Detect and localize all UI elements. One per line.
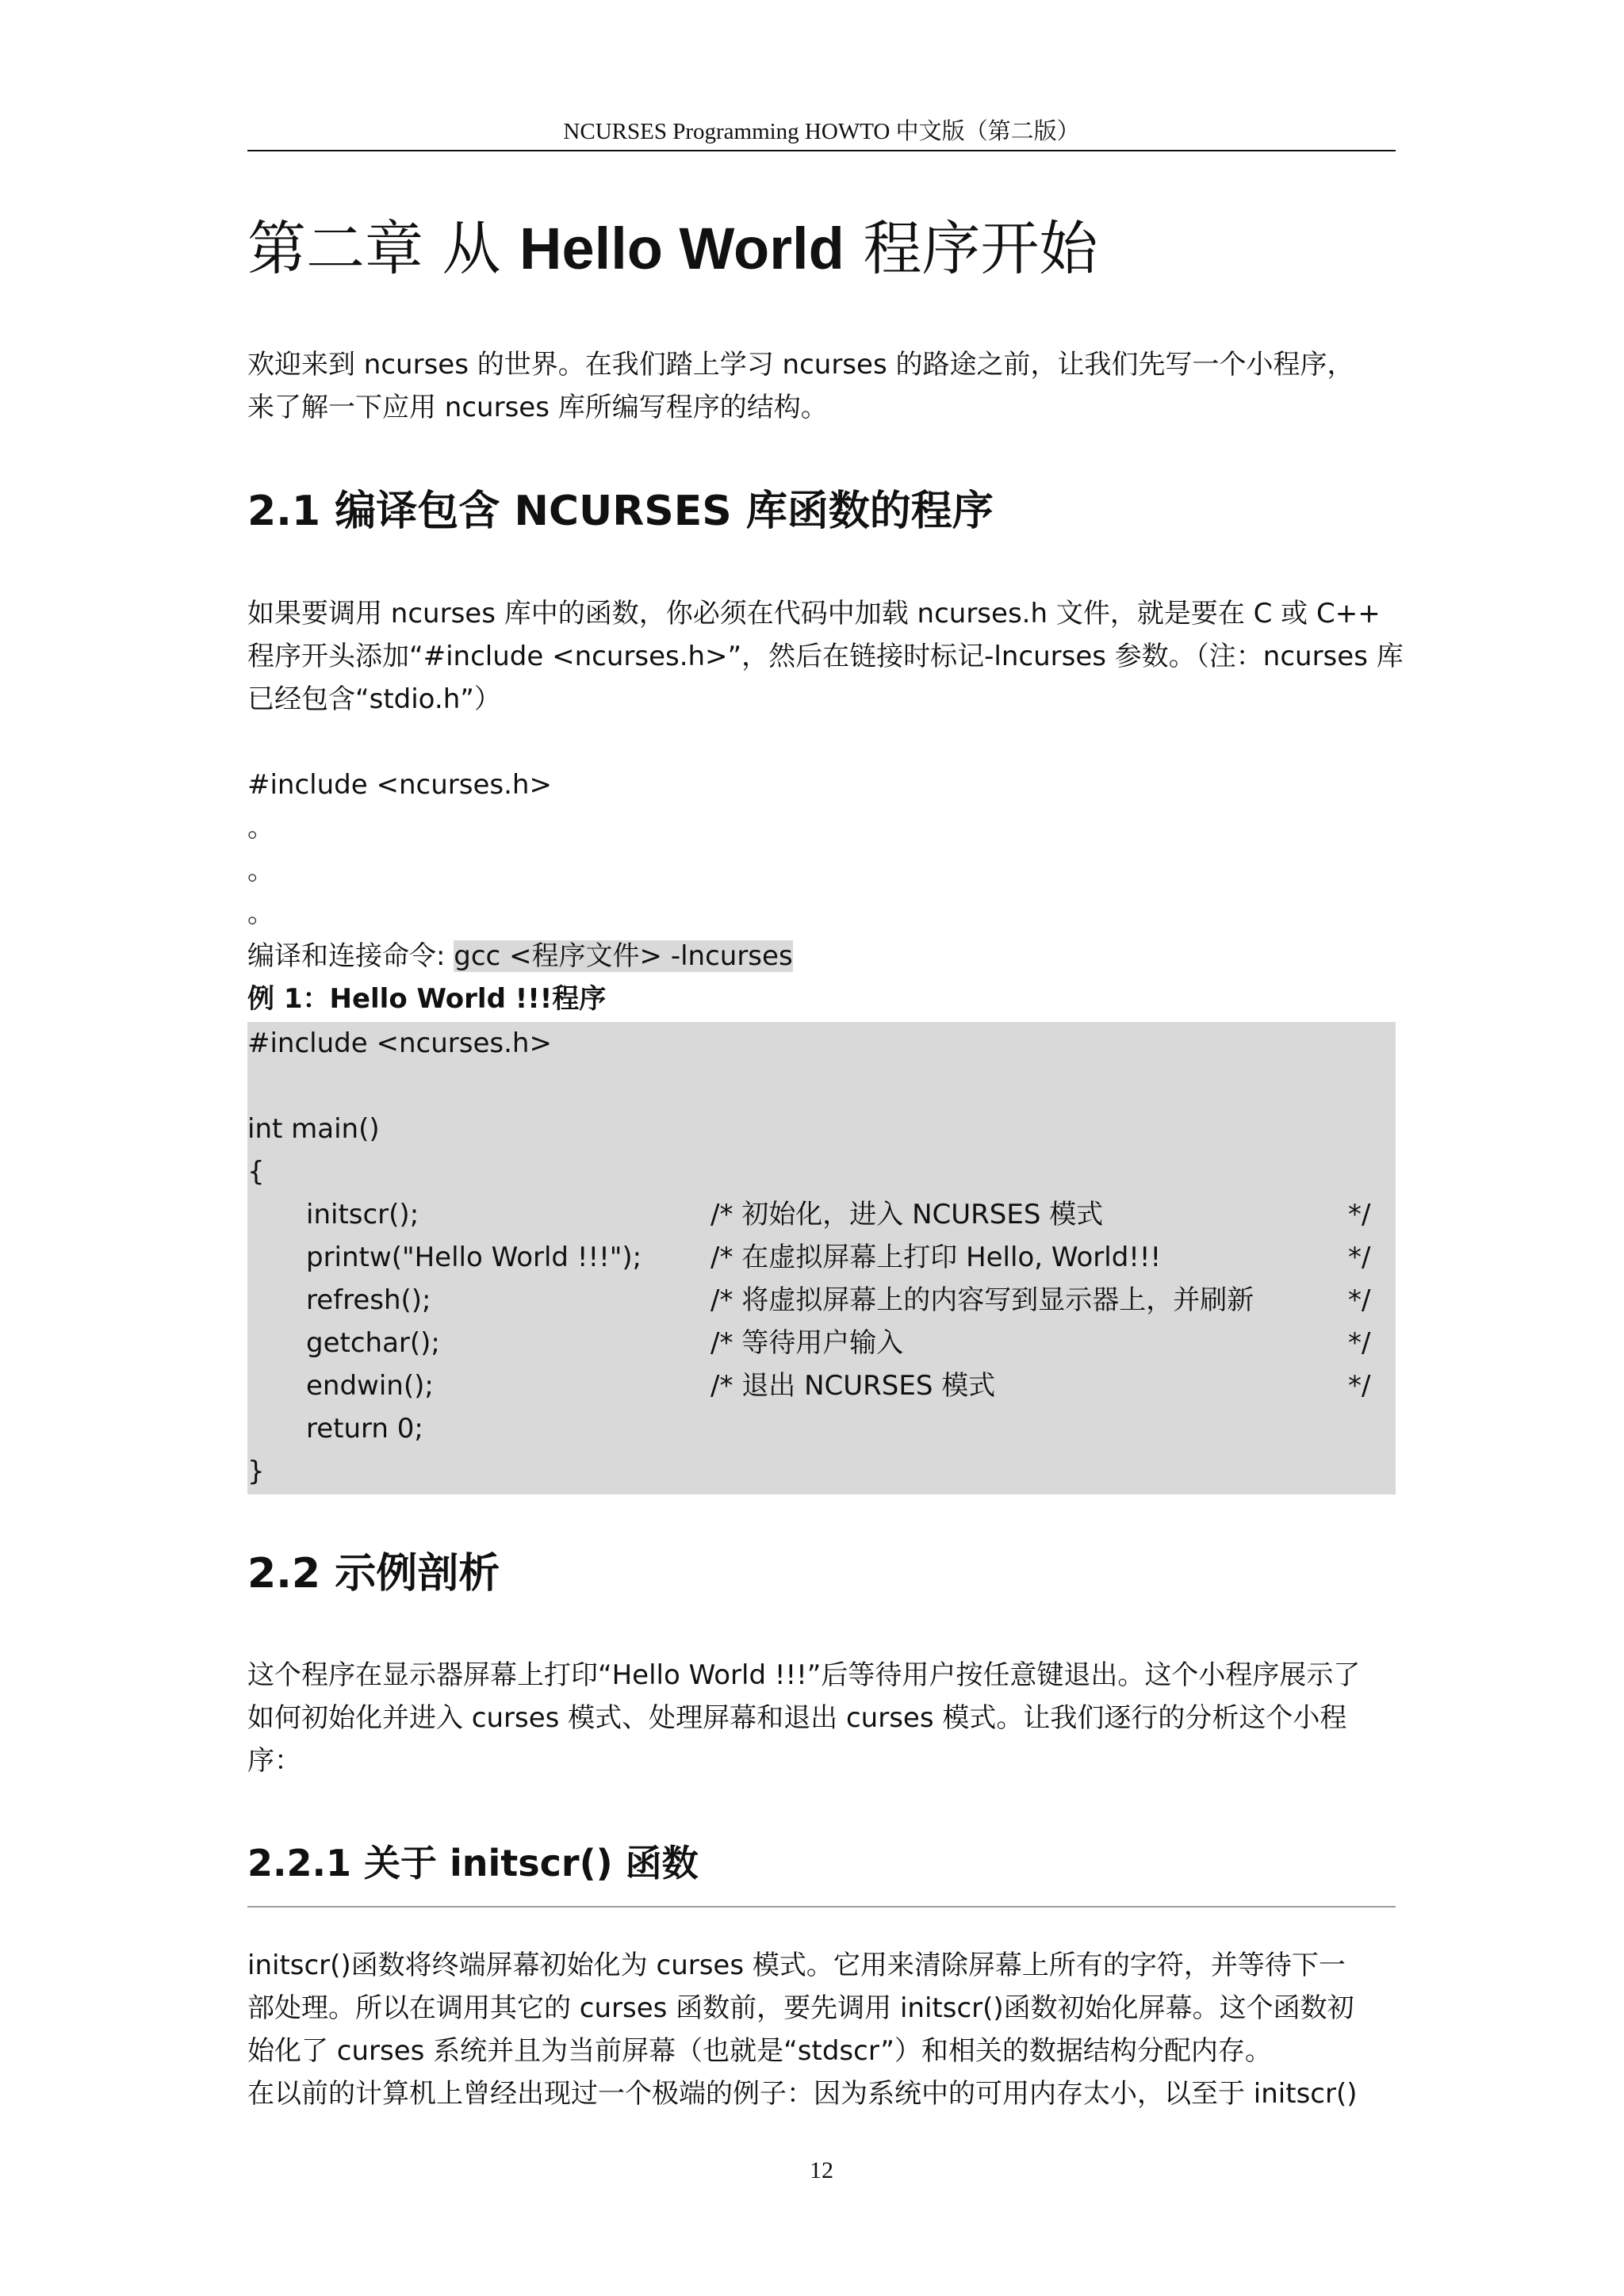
header-rule xyxy=(247,150,1396,151)
ellipsis-dot-2: 。 xyxy=(247,855,274,886)
chapter-title-prefix: 第二章 从 xyxy=(247,215,520,283)
section-2-1-heading: 2.1 编译包含 NCURSES 库函数的程序 xyxy=(247,488,994,535)
code-comment: /* 将虚拟屏幕上的内容写到显示器上，并刷新 xyxy=(710,1284,1254,1316)
section-2-2-1-rule xyxy=(247,1906,1396,1908)
chapter-title xyxy=(247,209,1097,289)
code-fn: getchar(); xyxy=(306,1327,440,1359)
code-close-brace: } xyxy=(247,1456,265,1487)
intro-line-2: 来了解一下应用 ncurses 库所编写程序的结构。 xyxy=(247,392,828,423)
code-comment-end: */ xyxy=(1348,1327,1371,1359)
code-comment: /* 初始化，进入 NCURSES 模式 xyxy=(710,1199,1104,1230)
chapter-title-suffix: 程序开始 xyxy=(844,215,1098,283)
code-fn: initscr(); xyxy=(306,1199,419,1230)
compile-label: 编译和连接命令: xyxy=(247,940,454,972)
chapter-title-bold: Hello World xyxy=(519,216,845,281)
ellipsis-dot-1: 。 xyxy=(247,812,274,844)
code-fn: refresh(); xyxy=(306,1284,431,1316)
section-2-2-heading: 2.2 示例剖析 xyxy=(247,1550,500,1598)
code-comment-end: */ xyxy=(1348,1199,1371,1230)
code-return: return 0; xyxy=(306,1413,423,1445)
code-open-brace: { xyxy=(247,1156,265,1188)
section-2-2-1-line-2: 部处理。所以在调用其它的 curses 函数前，要先调用 initscr()函数初始化屏幕。这个函数初 xyxy=(247,1992,1354,2024)
code-comment: /* 退出 NCURSES 模式 xyxy=(710,1370,996,1402)
code-include: #include <ncurses.h> xyxy=(247,1027,552,1059)
code-comment-end: */ xyxy=(1348,1370,1371,1402)
section-2-2-1-line-3: 始化了 curses 系统并且为当前屏幕（也就是“stdscr”）和相关的数据结构分配内存。 xyxy=(247,2035,1272,2067)
section-2-2-line-1: 这个程序在显示器屏幕上打印“Hello World !!!”后等待用户按任意键退出。这个小程序展示了 xyxy=(247,1659,1361,1691)
code-comment: /* 等待用户输入 xyxy=(710,1327,904,1359)
code-fn: printw("Hello World !!!"); xyxy=(306,1242,642,1273)
compile-command: gcc <程序文件> -lncurses xyxy=(454,940,793,972)
section-2-2-line-2: 如何初始化并进入 curses 模式、处理屏幕和退出 curses 模式。让我们逐行的分析这个小程 xyxy=(247,1702,1347,1734)
section-2-2-1-line-1: initscr()函数将终端屏幕初始化为 curses 模式。它用来清除屏幕上所有的字符，并等待下一 xyxy=(247,1950,1346,1981)
code-block xyxy=(247,1022,1396,1494)
code-comment-end: */ xyxy=(1348,1284,1371,1316)
section-2-2-1-heading xyxy=(247,1838,699,1888)
heading-tail: 函数 xyxy=(612,1842,699,1885)
code-main-signature: int main() xyxy=(247,1113,380,1145)
section-2-2-1-line-4: 在以前的计算机上曾经出现过一个极端的例子：因为系统中的可用内存太小，以至于 initscr() xyxy=(247,2078,1358,2110)
compile-line xyxy=(247,935,793,978)
heading-function: initscr() xyxy=(450,1842,613,1885)
running-header: NCURSES Programming HOWTO 中文版（第二版） xyxy=(563,119,1080,144)
code-fn: endwin(); xyxy=(306,1370,434,1402)
section-2-1-para-line-3: 已经包含“stdio.h”） xyxy=(247,683,501,715)
heading-number: 2.2.1 xyxy=(247,1842,351,1885)
code-comment-end: */ xyxy=(1348,1242,1371,1273)
example-title: 例 1：Hello World !!!程序 xyxy=(247,983,607,1015)
snippet-include: #include <ncurses.h> xyxy=(247,769,552,801)
section-2-1-para-line-2: 程序开头添加“#include <ncurses.h>”，然后在链接时标记-lncurses 参数。（注：ncurses 库 xyxy=(247,641,1404,672)
code-comment: /* 在虚拟屏幕上打印 Hello, World!!! xyxy=(710,1242,1162,1273)
heading-text: 关于 xyxy=(350,1842,450,1885)
section-2-1-para-line-1: 如果要调用 ncurses 库中的函数，你必须在代码中加载 ncurses.h 文件，就是要在 C 或 C++ xyxy=(247,598,1381,629)
intro-line-1: 欢迎来到 ncurses 的世界。在我们踏上学习 ncurses 的路途之前，让我们先写一个小程序， xyxy=(247,349,1354,381)
ellipsis-dot-3: 。 xyxy=(247,897,274,929)
section-2-2-line-3: 序： xyxy=(247,1745,301,1777)
page-number: 12 xyxy=(810,2157,833,2183)
